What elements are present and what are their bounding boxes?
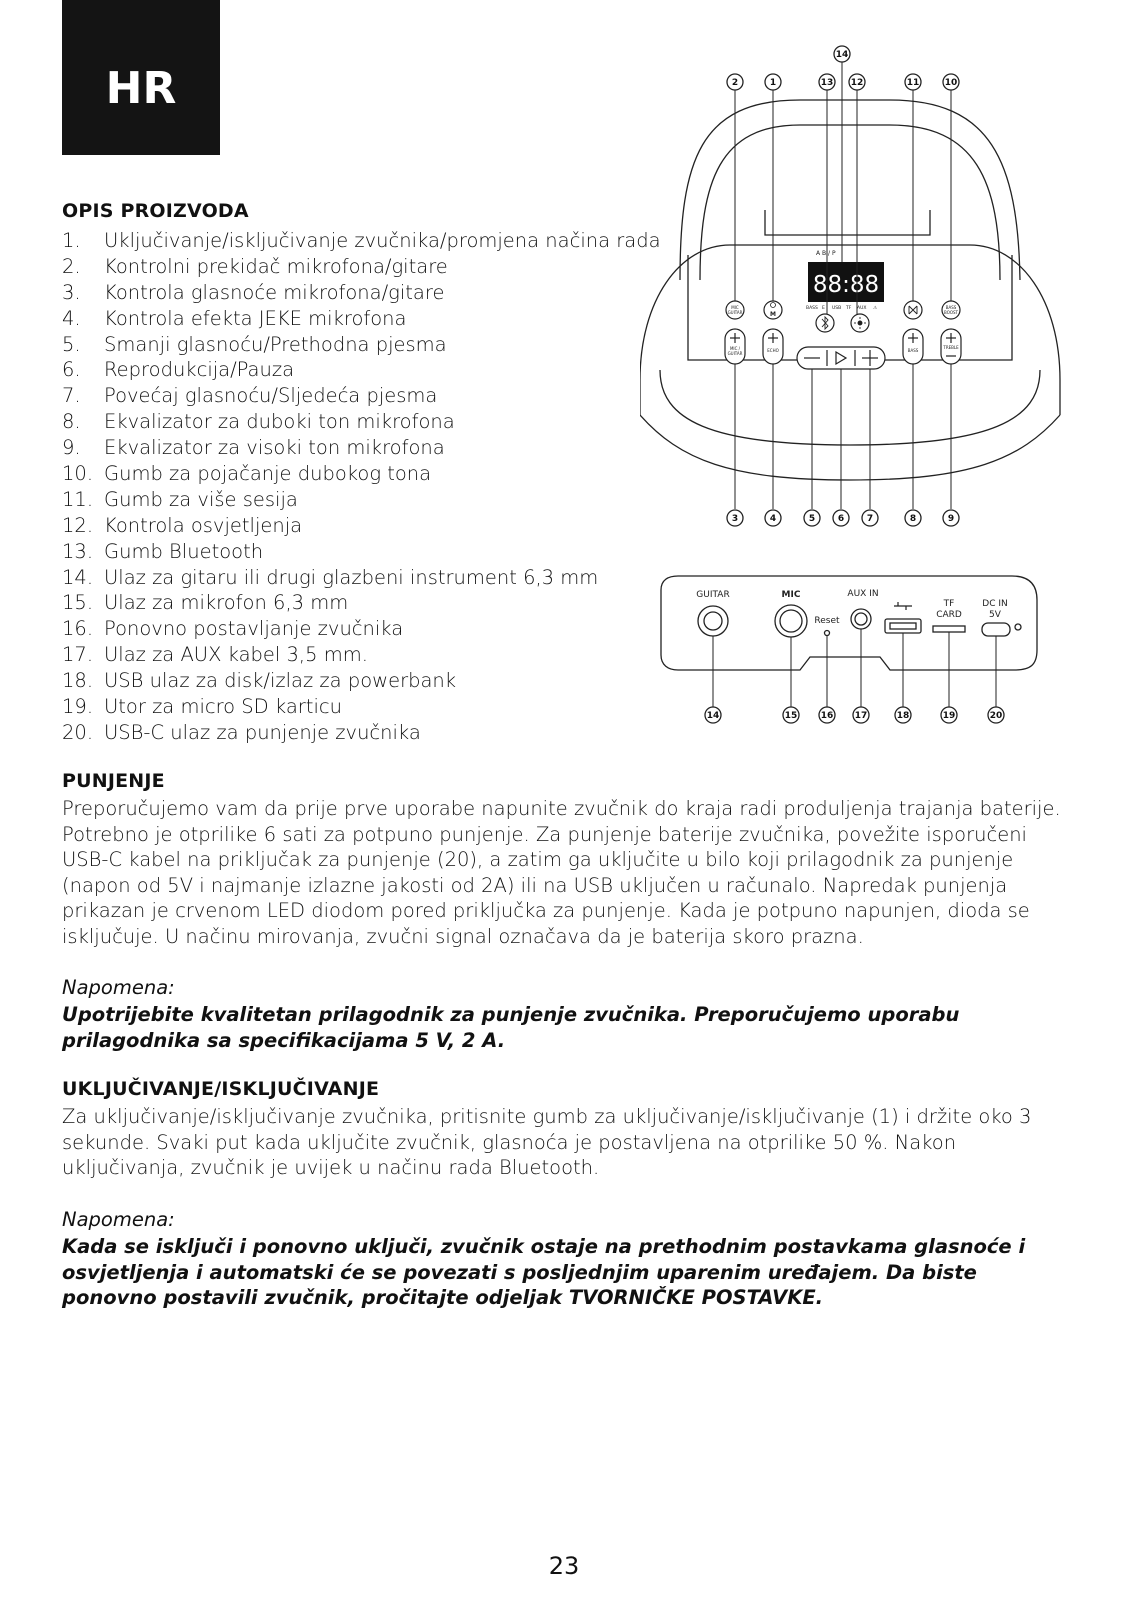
callout-17: 17 [854,711,868,721]
guitar-label: GUITAR [696,590,730,600]
rear-panel-diagram [660,575,1060,740]
svg-text:BOOST: BOOST [944,310,958,315]
svg-text:GUITAR: GUITAR [727,351,743,356]
display-icons: A B / P [816,250,836,257]
power-heading: UKLJUČIVANJE/ISKLJUČIVANJE [62,1078,380,1100]
reset-button[interactable] [825,631,830,636]
tf-card-slot[interactable] [933,626,965,632]
list-item: 14. Ulaz za gitaru ili drugi glazbeni instrument 6,3 mm [62,565,599,589]
svg-text:MIC: MIC [731,305,739,310]
display-indicator-warning: ⚠ [873,306,878,311]
list-item: 17. Ulaz za AUX kabel 3,5 mm. [62,643,368,667]
list-item: 3. Kontrola glasnoće mikrofona/gitare [62,280,445,304]
list-item: 12. Kontrola osvjetljenja [62,513,303,537]
dc-label: DC IN [982,599,1008,609]
display-indicator-tf: TF [846,306,852,311]
page-number: 23 [548,1552,580,1580]
charging-heading: PUNJENJE [62,770,165,792]
charging-led [1015,624,1021,630]
list-item: 6. Reprodukcija/Pauza [62,358,295,382]
svg-text:CARD: CARD [936,610,962,620]
svg-text:5V: 5V [989,610,1001,620]
callout-14: 14 [835,50,849,60]
list-item: 20. USB-C ulaz za punjenje zvučnika [62,720,421,744]
product-description-heading: OPIS PROIZVODA [62,200,249,222]
callout-20: 20 [989,711,1003,721]
display-indicator-aux: AUX [857,306,867,311]
mic-label: MIC [781,590,801,600]
display-indicator-usb: USB [832,306,842,311]
reset-label: Reset [814,616,840,626]
list-item: 18. USB ulaz za disk/izlaz za powerbank [62,669,457,693]
list-item: 13. Gumb Bluetooth [62,539,264,563]
tf-label: TF [943,599,955,609]
callout-6: 6 [837,514,845,524]
svg-text:ECHO: ECHO [767,348,779,353]
callout-9: 9 [947,514,955,524]
callout-3: 3 [731,514,739,524]
charging-note-label: Napomena: [62,976,175,999]
svg-text:TREBLE: TREBLE [943,345,959,350]
svg-text:MIC /: MIC / [729,346,741,351]
aux-jack[interactable] [851,609,871,629]
power-note-label: Napomena: [62,1208,175,1231]
guitar-jack[interactable] [698,606,728,636]
callout-4: 4 [769,514,777,524]
list-item: 19. Utor za micro SD karticu [62,695,342,719]
list-item: 9. Ekvalizator za visoki ton mikrofona [62,436,445,460]
aux-label: AUX IN [847,589,879,599]
speaker-top-diagram [640,40,1090,540]
list-item: 2. Kontrolni prekidač mikrofona/gitare [62,254,448,278]
language-tab: HR [62,0,220,155]
list-item: 8. Ekvalizator za duboki ton mikrofona [62,410,455,434]
m-label: M [770,311,776,318]
callout-15: 15 [784,711,798,721]
list-item: 4. Kontrola efekta JEKE mikrofona [62,306,407,330]
usb-icon [894,602,912,610]
led-display: 88:88 [812,272,880,298]
svg-text:GUITAR: GUITAR [727,310,743,315]
callout-2: 2 [731,78,739,88]
callout-7: 7 [866,514,874,524]
callout-1: 1 [769,78,777,88]
product-parts-list [62,228,661,746]
callout-16: 16 [820,711,834,721]
callout-18: 18 [896,711,910,721]
power-text: Za uključivanje/isključivanje zvučnika, pritisnite gumb za uključivanje/isključivanje (1) i držite oko 3 sekunde. Svaki put kada uključite zvučnik, glasnoća je postavljena na otprilike 50 %. Nakon uključivanja, zvučnik je uvijek u načinu rada Bluetooth. [62,1105,1032,1180]
callout-5: 5 [808,514,816,524]
charging-note: Upotrijebite kvalitetan prilagodnik za punjenje zvučnika. Preporučujemo uporabu prilagodnika sa specifikacijama 5 V, 2 A. [62,1003,960,1052]
display-indicator-bass: BASS [806,306,818,311]
list-item: 1. Uključivanje/isključivanje zvučnika/promjena načina rada [62,229,661,252]
callout-12: 12 [850,78,864,88]
callout-11: 11 [906,78,920,88]
list-item: 15. Ulaz za mikrofon 6,3 mm [62,591,349,615]
callout-14: 14 [706,711,720,721]
callout-13: 13 [820,78,834,88]
svg-text:BASS: BASS [945,305,957,310]
charging-text: Preporučujemo vam da prije prve uporabe napunite zvučnik do kraja radi produljenja trajanja baterije. Potrebno je otprilike 6 sati za potpuno punjenje. Za punjenje baterije zvučnika, povežite isporučeni USB-C kabel na priključak za punjenje (20), a zatim ga uključite u bilo koji prilagodnik za punjenje (napon od 5V i najmanje izlazne jakosti od 2A) ili na USB uključen u računalo. Napredak punjenja prikazan je crvenom LED diodom pored priključka za punjenje. Kada je potpuno napunjen, dioda se isključuje. U načinu mirovanja, zvučni signal označava da je baterija skoro prazna. [62,797,1061,948]
power-note: Kada se isključi i ponovno uključi, zvučnik ostaje na prethodnim postavkama glasnoće i osvjetljenja i automatski će se povezati s posljednjim uparenim uređajem. Da biste ponovno postavili zvučnik, pročitajte odjeljak TVORNIČKE POSTAVKE. [62,1235,1026,1310]
list-item: 5. Smanji glasnoću/Prethodna pjesma [62,332,447,356]
list-item: 11. Gumb za više sesija [62,487,298,511]
list-item: 16. Ponovno postavljanje zvučnika [62,617,404,641]
list-item: 10. Gumb za pojačanje dubokog tona [62,462,432,486]
callout-10: 10 [944,78,958,88]
display-indicator-e: E [822,306,825,311]
svg-text:BASS: BASS [907,348,919,353]
usb-c-port[interactable] [982,623,1010,636]
list-item: 7. Povećaj glasnoću/Sljedeća pjesma [62,384,438,408]
callout-19: 19 [942,711,956,721]
callout-8: 8 [909,514,917,524]
